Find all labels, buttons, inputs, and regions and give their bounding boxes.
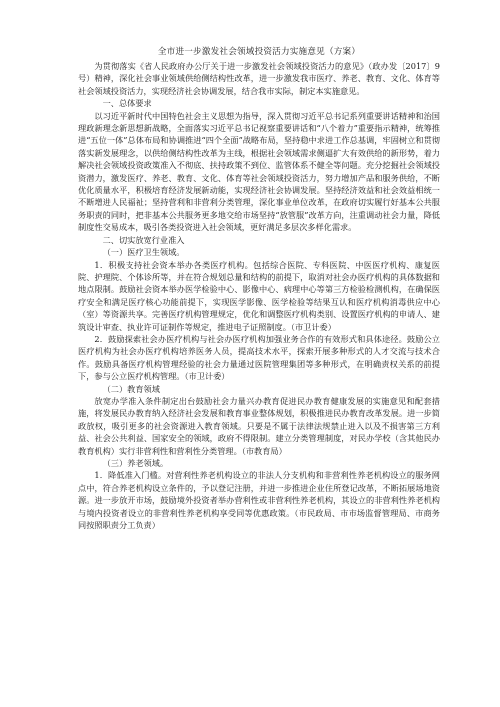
medical-item-1: 1．积极支持社会资本举办各类医疗机构。包括综合医院、专科医院、中医医疗机构、康复医院、护理院、个体诊所等，并在符合规划总量和结构的前提下，取消对社会办医疗机构的具体数据和地点限制。鼓励社会资本举办医学检验中心、影像中心、病理中心等第三方检验检测机构，在确保医疗安全和满足医疗核心功能前提下，实现医学影像、医学检验等结果互认和医疗机构消毒供应中心（室）等资源共享。完善医疗机构管理规定，优化和调整医疗机构类别、设置医疗机构的申请人、建筑设计审查、执业许可证制作等规定，推进电子证照制度。（市卫计委） bbox=[78, 259, 440, 332]
education-body: 放宽办学准入条件制定出台鼓励社会力量兴办教育促进民办教育健康发展的实施意见和配套措施，将发展民办教育纳入经济社会发展和教育事业整体规划，积极推进民办教育改革发展。进一步简政放权，吸引更多的社会资源进入教育领域。只要是不属于法律法规禁止进入以及不损害第三方利益、社会公共利益、国家安全的领域，政府不得限制。建立分类管理制度，对民办学校（含其他民办教育机构）实行非营利性和营利性分类管理。（市教育局） bbox=[78, 395, 440, 456]
elderly-care-item-1: 1．降低准入门槛。对营利性养老机构设立的非法人分支机构和非营利性养老机构设立的服务网点中，符合养老机构设立条件的，予以登记注册，并进一步推进企业住所登记改革，不断拓展场地资源。进一步放开市场，鼓励境外投资者举办营利性或非营利性养老机构，其设立的非营利性养老机构与境内投资者设立的非营利性养老机构享受同等优惠政策。（市民政局、市市场监督管理局、市商务同按照职责分工负责） bbox=[78, 470, 440, 531]
intro-paragraph: 为贯彻落实《省人民政府办公厅关于进一步激发社会领域投资活力的意见》（政办发〔2017〕9号）精神，深化社会事业领域供给侧结构性改革，进一步激发我市医疗、养老、教育、文化、体育等社会领域投资活力，实现经济社会协调发展，结合我市实际，制定本实施意见。 bbox=[78, 61, 440, 96]
medical-item-2: 2．鼓励探索社会办医疗机构与社会办医疗机构加强业务合作的有效形式和具体途径。鼓励公立医疗机构为社会办医疗机构培养医务人员，提高技术水平，探索开展多种形式的人才交流与技术合作。鼓励具备医疗机构管理经验的社会力量通过医院管理集团等多种形式，在明确责权关系的前提下，参与公立医疗机构管理。（市卫计委） bbox=[78, 333, 440, 382]
section1-heading: 一、总体要求 bbox=[102, 98, 152, 109]
section1-body: 以习近平新时代中国特色社会主义思想为指导，深入贯彻习近平总书记系列重要讲话精神和治国理政新理念新思想新战略，全面落实习近平总书记视察重要讲话和“八个着力”重要指示精神，统筹推进“五位一体”总体布局和协调推进“四个全面”战略布局，坚持稳中求进工作总基调，牢固树立和贯彻落实新发展理念，以供给侧结构性改革为主线，根据社会领域需求侧逼扩大有效供给的新形势，着力解决社会领域投资政策准入不彻底、扶持政策不到位、监管体系不健全等问题。充分挖掘社会领域投资潜力，激发医疗、养老、教育、文化、体育等社会领域投资活力，努力增加产品和服务供给，不断优化质量水平，积极培育经济发展新动能，实现经济社会协调发展。坚持经济效益和社会效益相统一不断增进人民福祉；坚持营利和非营利分类管理，深化事业单位改革，在政府切实履行好基本公共服务职责的同时，把非基本公共服务更多地交给市场坚持“放管服”改革方向，注重调动社会力量，降低制度性交易成本，吸引各类投资进入社会领域，更好满足多层次多样化需求。 bbox=[78, 110, 440, 233]
document-title: 全市进一步激发社会领域投资活力实施意见（方案） bbox=[157, 47, 361, 57]
education-subheading: （二）教育领域 bbox=[102, 383, 160, 394]
medical-subheading: （一）医疗卫生领域。 bbox=[102, 247, 185, 258]
section2-heading: 二、切实放宽行业准入 bbox=[102, 234, 185, 245]
elderly-care-subheading: （三）养老领域。 bbox=[102, 458, 169, 468]
